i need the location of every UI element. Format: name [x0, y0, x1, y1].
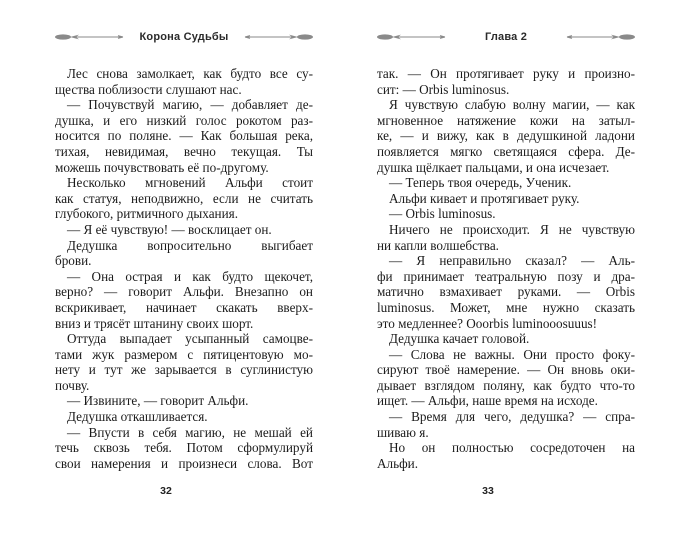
text-line: верно? — говорит Альфи. Внезапно он: [55, 284, 313, 300]
arrow-ornament-icon: [565, 32, 635, 42]
text-line: можешь почувствовать её по-другому.: [55, 159, 269, 175]
text-line: душка, и его низкий голос рокотом раз-: [55, 112, 313, 128]
text-line: — Извините, — говорит Альфи.: [67, 393, 249, 409]
text-line: матично взмахивает руками. — Orbis: [377, 284, 635, 300]
text-line: сит: — Orbis luminosus.: [377, 81, 510, 97]
text-line: Альфи.: [377, 455, 419, 471]
text-line: Лес снова замолкает, как будто все су-: [67, 66, 313, 81]
text-line: брови.: [55, 253, 92, 269]
text-line: носится по поляне. — Как большая река,: [55, 128, 313, 144]
text-line: появляется мягко светящаяся сфера. Де-: [377, 143, 635, 159]
running-header-title: Корона Судьбы: [139, 31, 229, 43]
page-text: [377, 66, 635, 471]
text-line: это медленнее? Ooorbis luminooosuuus!: [377, 315, 598, 331]
text-line: почву.: [55, 377, 90, 393]
text-line: Ничего не происходит. Я не чувствую: [389, 221, 635, 237]
text-line: фи принимает театральную позу и дра-: [377, 268, 635, 284]
text-line: Дедушка вопросительно выгибает: [67, 237, 313, 253]
arrow-ornament-icon: [243, 32, 313, 42]
text-line: так. — Он протягивает руку и произно-: [377, 66, 635, 81]
running-header-title: Глава 2: [484, 31, 528, 43]
text-line: душка щёлкает пальцами, и она исчезает.: [377, 159, 610, 175]
text-line: Но он полностью сосредоточен на: [389, 440, 635, 456]
text-line: Альфи кивает и протягивает руку.: [389, 190, 580, 206]
right-page: [377, 28, 635, 497]
text-line: дывает взглядом поляну, как будто что-то: [377, 377, 635, 393]
text-line: — Почувствуй магию, — добавляет де-: [67, 97, 313, 113]
text-line: шиваю я.: [377, 424, 429, 440]
text-line: ни капли волшебства.: [377, 237, 499, 253]
text-line: свои намерения и произнеси слова. Вот: [55, 455, 313, 471]
text-line: течь сквозь тебя. Потом сформулируй: [55, 440, 313, 456]
text-line: — Слова не важны. Они просто фоку-: [389, 346, 635, 362]
text-line: ищет. — Альфи, наше время на исходе.: [377, 393, 598, 409]
page-text: [55, 66, 313, 471]
running-header-right: [377, 28, 635, 46]
text-line: — Она острая и как будто щекочет,: [67, 268, 313, 284]
text-line: вскрикивает, начинает скакать вверх-: [55, 299, 313, 315]
text-line: тихая, невидимая, вечно текущая. Ты: [55, 143, 313, 159]
running-header-left: [55, 28, 313, 46]
text-line: Я чувствую слабую волну магии, — как: [389, 97, 635, 113]
text-line: мгновенное натяжение кожи на затыл-: [377, 112, 635, 128]
text-line: Дедушка качает головой.: [389, 331, 530, 347]
text-line: вниз и трясёт штанину своих шорт.: [55, 315, 254, 331]
text-line: тами жук размером с пятицентовую мо-: [55, 346, 313, 362]
text-line: — Теперь твоя очередь, Ученик.: [389, 175, 572, 191]
text-line: щества поблизости слушают нас.: [55, 81, 242, 97]
page-number: 33: [482, 485, 494, 498]
text-line: как статуя, неподвижно, если не считать: [55, 190, 313, 206]
text-line: — Я её чувствую! — восклицает он.: [67, 221, 272, 237]
text-line: — Я неправильно сказал? — Аль-: [389, 253, 635, 269]
text-line: ке, — и вижу, как в дедушкиной ладони: [377, 128, 635, 144]
text-line: Оттуда выпадает усыпанный самоцве-: [67, 331, 313, 347]
page-number: 32: [160, 485, 172, 498]
text-line: Несколько мгновений Альфи стоит: [67, 175, 313, 191]
arrow-ornament-icon: [377, 32, 447, 42]
text-line: глубокого, ритмичного дыхания.: [55, 206, 239, 222]
left-page: [55, 28, 313, 497]
text-line: luminosus. Может, мне нужно сказать: [377, 299, 635, 315]
text-line: — Впусти в себя магию, не мешай ей: [67, 424, 313, 440]
arrow-ornament-icon: [55, 32, 125, 42]
text-line: сируют твоё намерение. — Он вновь оки-: [377, 362, 635, 378]
text-line: — Orbis luminosus.: [389, 206, 496, 222]
text-line: Дедушка откашливается.: [67, 409, 208, 425]
text-line: — Время для чего, дедушка? — спра-: [389, 409, 635, 425]
text-line: нету и тут же зарывается в суглинистую: [55, 362, 313, 378]
